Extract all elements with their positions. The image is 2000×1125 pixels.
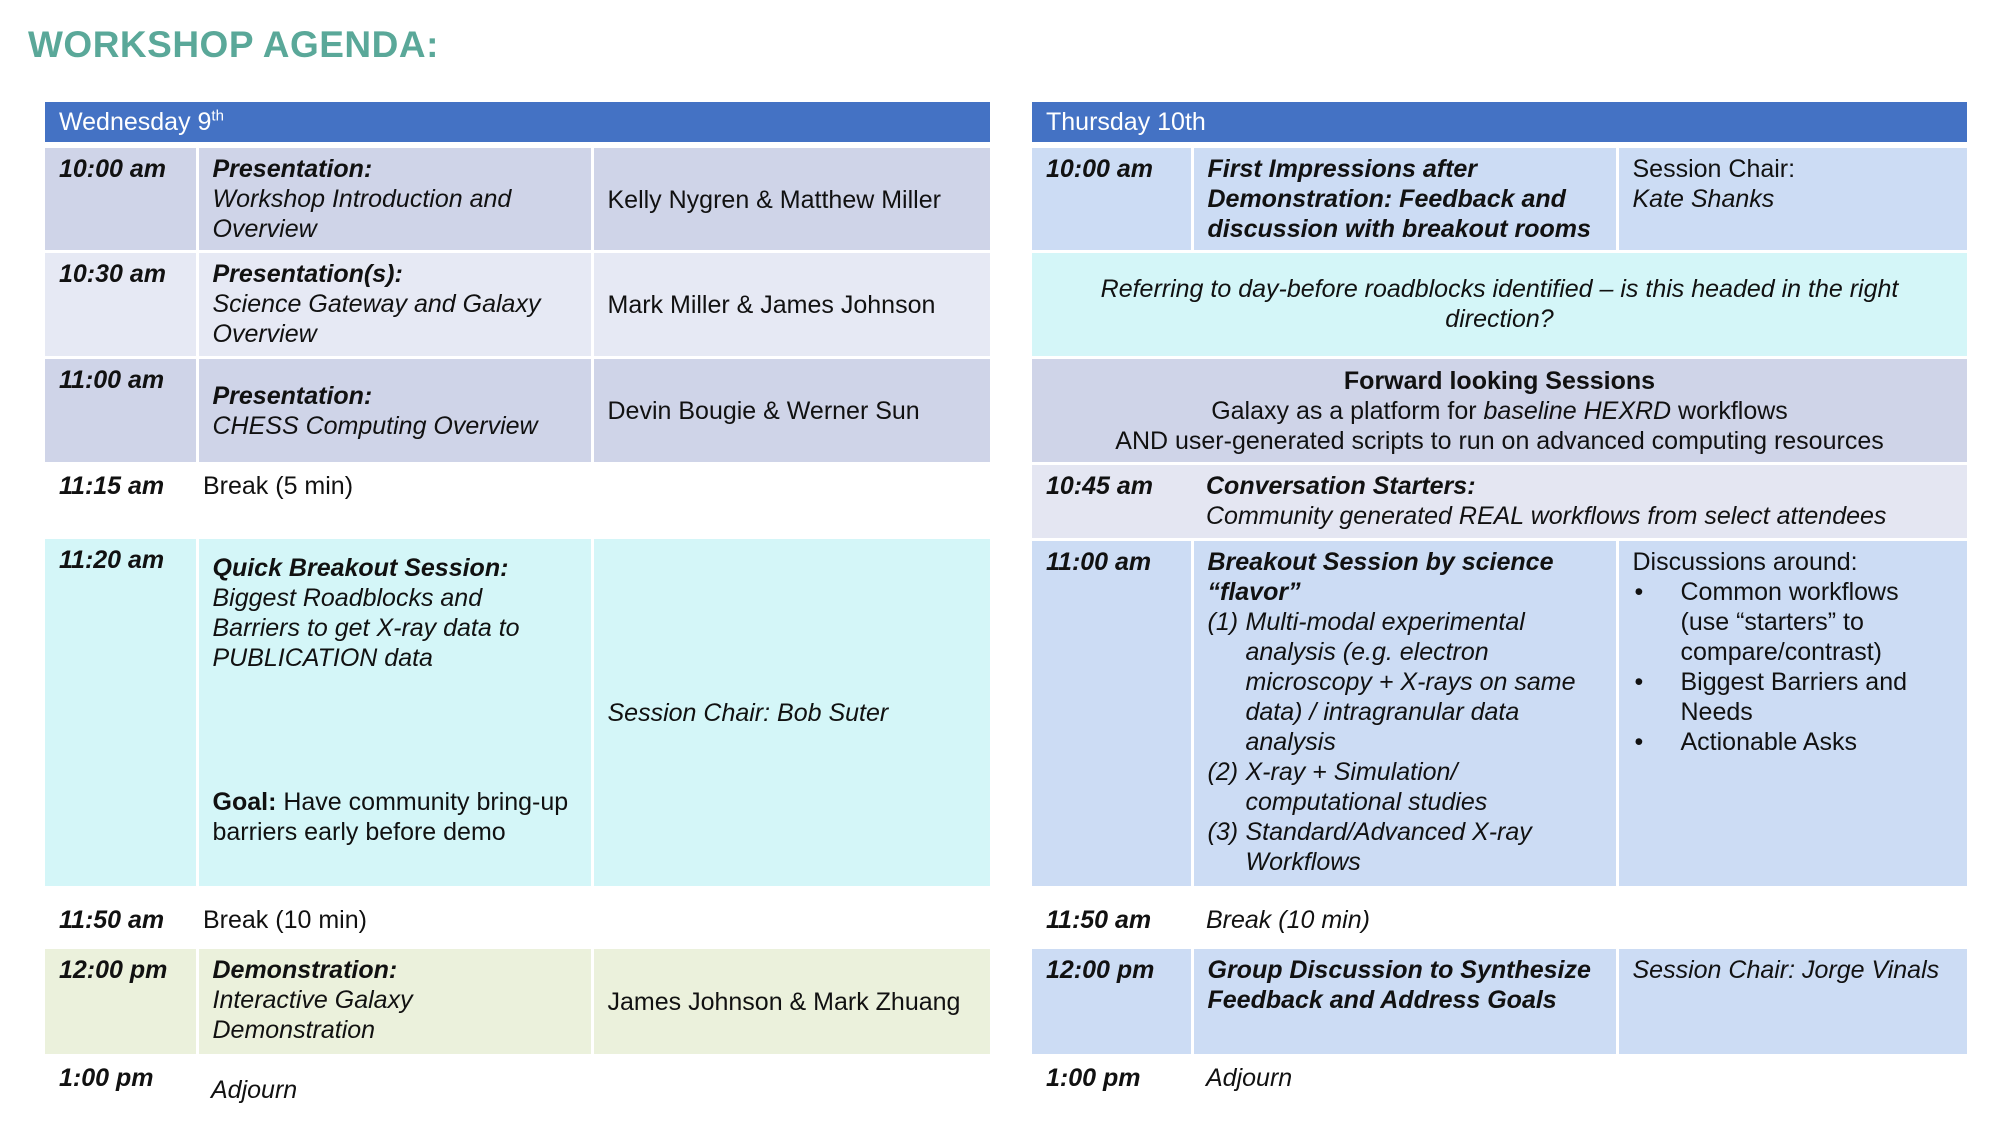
chair-cell: Session Chair: Jorge Vinals — [1617, 949, 1967, 1055]
table-row — [45, 949, 990, 1055]
table-row — [1032, 251, 1967, 357]
session-cell: First Impressions after Demonstration: Feedback and discussion with breakout rooms — [1192, 145, 1617, 251]
session-cell: Conversation Starters: Community generated REAL workflows from select attendees — [1192, 463, 1967, 539]
session-cell: Breakout Session by science “flavor” (1) Multi-modal experimental analysis (e.g. electron microscopy + X-rays on same data) / intragranular data analysis (2) X-ray + Simulation/ computational studies (3) Standard/Advanced X-ray Workflows — [1192, 539, 1617, 887]
time-cell: 10:00 am — [1032, 145, 1192, 251]
time-cell: 11:00 am — [45, 357, 197, 463]
time-cell: 1:00 pm — [1032, 1055, 1192, 1115]
time-cell: 10:30 am — [45, 251, 197, 357]
list-item: • Common workflows (use “starters” to compare/contrast) — [1633, 577, 1954, 667]
time-cell: 12:00 pm — [1032, 949, 1192, 1055]
time-cell: 10:00 am — [45, 145, 197, 251]
thursday-agenda-table — [1032, 102, 1967, 1115]
time-cell: 1:00 pm — [45, 1055, 197, 1115]
list-item: • Biggest Barriers and Needs — [1633, 667, 1954, 727]
presenter-cell: Kelly Nygren & Matthew Miller — [592, 145, 990, 251]
table-row — [45, 539, 990, 887]
time-cell: 11:00 am — [1032, 539, 1192, 887]
discussion-list — [1633, 577, 1954, 757]
table-row — [1032, 539, 1967, 887]
session-cell: Demonstration: Interactive Galaxy Demonstration — [197, 949, 592, 1055]
time-cell: 12:00 pm — [45, 949, 197, 1055]
table-row — [1032, 949, 1967, 1055]
chair-cell: Session Chair: Kate Shanks — [1617, 145, 1967, 251]
adjourn-cell: Adjourn — [1192, 1055, 1967, 1115]
break-cell: Break (5 min) — [197, 463, 990, 539]
table-row — [1032, 357, 1967, 463]
table-row — [45, 145, 990, 251]
break-cell: Break (10 min) — [1192, 887, 1967, 949]
time-cell: 10:45 am — [1032, 463, 1192, 539]
table-row — [45, 463, 990, 539]
session-cell: Presentation: Workshop Introduction and Overview — [197, 145, 592, 251]
session-cell: Presentation: CHESS Computing Overview — [197, 357, 592, 463]
list-item: (1) Multi-modal experimental analysis (e.g. electron microscopy + X-rays on same data) / intragranular data analysis — [1207, 607, 1576, 756]
list-item: • Actionable Asks — [1633, 727, 1954, 757]
wednesday-agenda-table — [45, 102, 990, 1115]
presenter-cell: Devin Bougie & Werner Sun — [592, 357, 990, 463]
presenter-cell: Session Chair: Bob Suter — [592, 539, 990, 887]
forward-sessions-cell: Forward looking Sessions Galaxy as a platform for baseline HEXRD workflows AND user-generated scripts to run on advanced computing resources — [1032, 357, 1967, 463]
session-cell: Presentation(s): Science Gateway and Galaxy Overview — [197, 251, 592, 357]
presenter-cell: Mark Miller & James Johnson — [592, 251, 990, 357]
table-row — [1032, 463, 1967, 539]
session-cell: Quick Breakout Session: Biggest Roadblocks and Barriers to get X-ray data to PUBLICATION data Goal: Have community bring-up barriers early before demo — [197, 539, 592, 887]
table-row — [1032, 1055, 1967, 1115]
wednesday-header: Wednesday 9th — [45, 102, 990, 145]
discussion-cell: Discussions around: • Common workflows (use “starters” to compare/contrast) • Biggest Barriers and Needs • Actionable Asks — [1617, 539, 1967, 887]
time-cell: 11:50 am — [45, 887, 197, 949]
time-cell: 11:20 am — [45, 539, 197, 887]
table-row — [45, 357, 990, 463]
time-cell: 11:15 am — [45, 463, 197, 539]
page-title: WORKSHOP AGENDA: — [28, 24, 439, 65]
list-item: (2) X-ray + Simulation/ computational studies — [1207, 757, 1488, 816]
table-row — [45, 251, 990, 357]
note-cell: Referring to day-before roadblocks identified – is this headed in the right direction? — [1032, 251, 1967, 357]
table-row — [1032, 145, 1967, 251]
time-cell: 11:50 am — [1032, 887, 1192, 949]
table-row — [45, 1055, 990, 1115]
adjourn-cell: Adjourn — [197, 1055, 990, 1115]
table-row — [45, 887, 990, 949]
flavor-list — [1208, 607, 1602, 877]
table-row — [1032, 887, 1967, 949]
thursday-header: Thursday 10th — [1032, 102, 1967, 145]
list-item: (3) Standard/Advanced X-ray Workflows — [1207, 817, 1532, 876]
break-cell: Break (10 min) — [197, 887, 990, 949]
presenter-cell: James Johnson & Mark Zhuang — [592, 949, 990, 1055]
session-cell: Group Discussion to Synthesize Feedback and Address Goals — [1192, 949, 1617, 1055]
